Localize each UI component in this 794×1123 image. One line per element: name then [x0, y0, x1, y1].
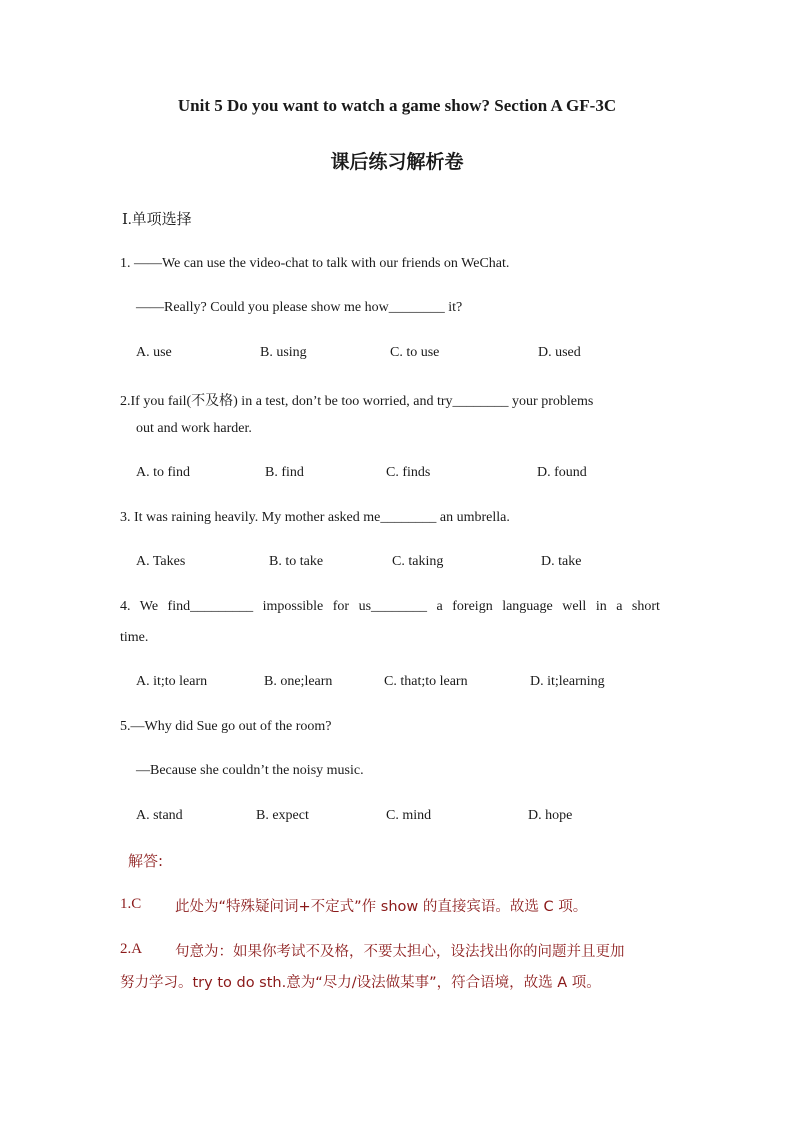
question-1-line-1: 1. ——We can use the video-chat to talk with our friends on WeChat. [120, 256, 510, 271]
question-1-option-b: B. using [260, 345, 307, 360]
section-heading: Ⅰ.单项选择 [122, 212, 192, 228]
answer-2-text-continued: 努力学习。try to do sth.意为“尽力/设法做某事”，符合语境，故选 A 项。 [120, 975, 601, 991]
answer-2-text: 句意为：如果你考试不及格，不要太担心，设法找出你的问题并且更加 [175, 944, 625, 960]
question-3-line-1: 3. It was raining heavily. My mother asked me________ an umbrella. [120, 510, 510, 525]
question-5-option-b: B. expect [256, 808, 309, 823]
question-5-line-2: —Because she couldn’t the noisy music. [136, 763, 364, 778]
question-5-option-c: C. mind [386, 808, 432, 823]
question-4-option-c: C. that;to learn [384, 674, 468, 689]
question-4-option-a: A. it;to learn [136, 674, 208, 689]
page-title: Unit 5 Do you want to watch a game show? Section A GF-3C [177, 96, 617, 115]
question-4-option-d: D. it;learning [530, 674, 605, 689]
question-5-option-d: D. hope [528, 808, 573, 823]
question-1-option-d: D. used [538, 345, 581, 360]
question-1-option-c: C. to use [390, 345, 440, 360]
answers-heading: 解答: [128, 852, 164, 870]
question-1-option-a: A. use [136, 345, 172, 360]
question-4-option-b: B. one;learn [264, 674, 333, 689]
question-1-line-2: ——Really? Could you please show me how________ it? [136, 300, 463, 315]
question-3-option-a: A. Takes [136, 554, 186, 569]
question-5-option-a: A. stand [136, 808, 183, 823]
question-2-line-2: out and work harder. [136, 421, 252, 436]
question-2-option-d: D. found [537, 465, 587, 480]
question-3-option-c: C. taking [392, 554, 444, 569]
question-2-option-a: A. to find [136, 465, 191, 480]
question-5-line-1: 5.—Why did Sue go out of the room? [120, 719, 332, 734]
question-4-line-2: time. [120, 630, 149, 645]
answer-2-key: 2.A [120, 941, 143, 957]
question-3-option-b: B. to take [269, 554, 324, 569]
question-2-option-b: B. find [265, 465, 304, 480]
question-2-option-c: C. finds [386, 465, 431, 480]
answer-1-key: 1.C [120, 896, 142, 912]
question-2-line-1: 2.If you fail(不及格) in a test, don’t be too worried, and try________ your problems [120, 394, 594, 409]
question-4-line-1: 4. We find_________ impossible for us________ a foreign language well in a short [120, 599, 660, 614]
answer-1-text: 此处为“特殊疑问词+不定式”作 show 的直接宾语。故选 C 项。 [175, 899, 588, 915]
question-3-option-d: D. take [541, 554, 582, 569]
page-subtitle: 课后练习解析卷 [330, 151, 464, 173]
